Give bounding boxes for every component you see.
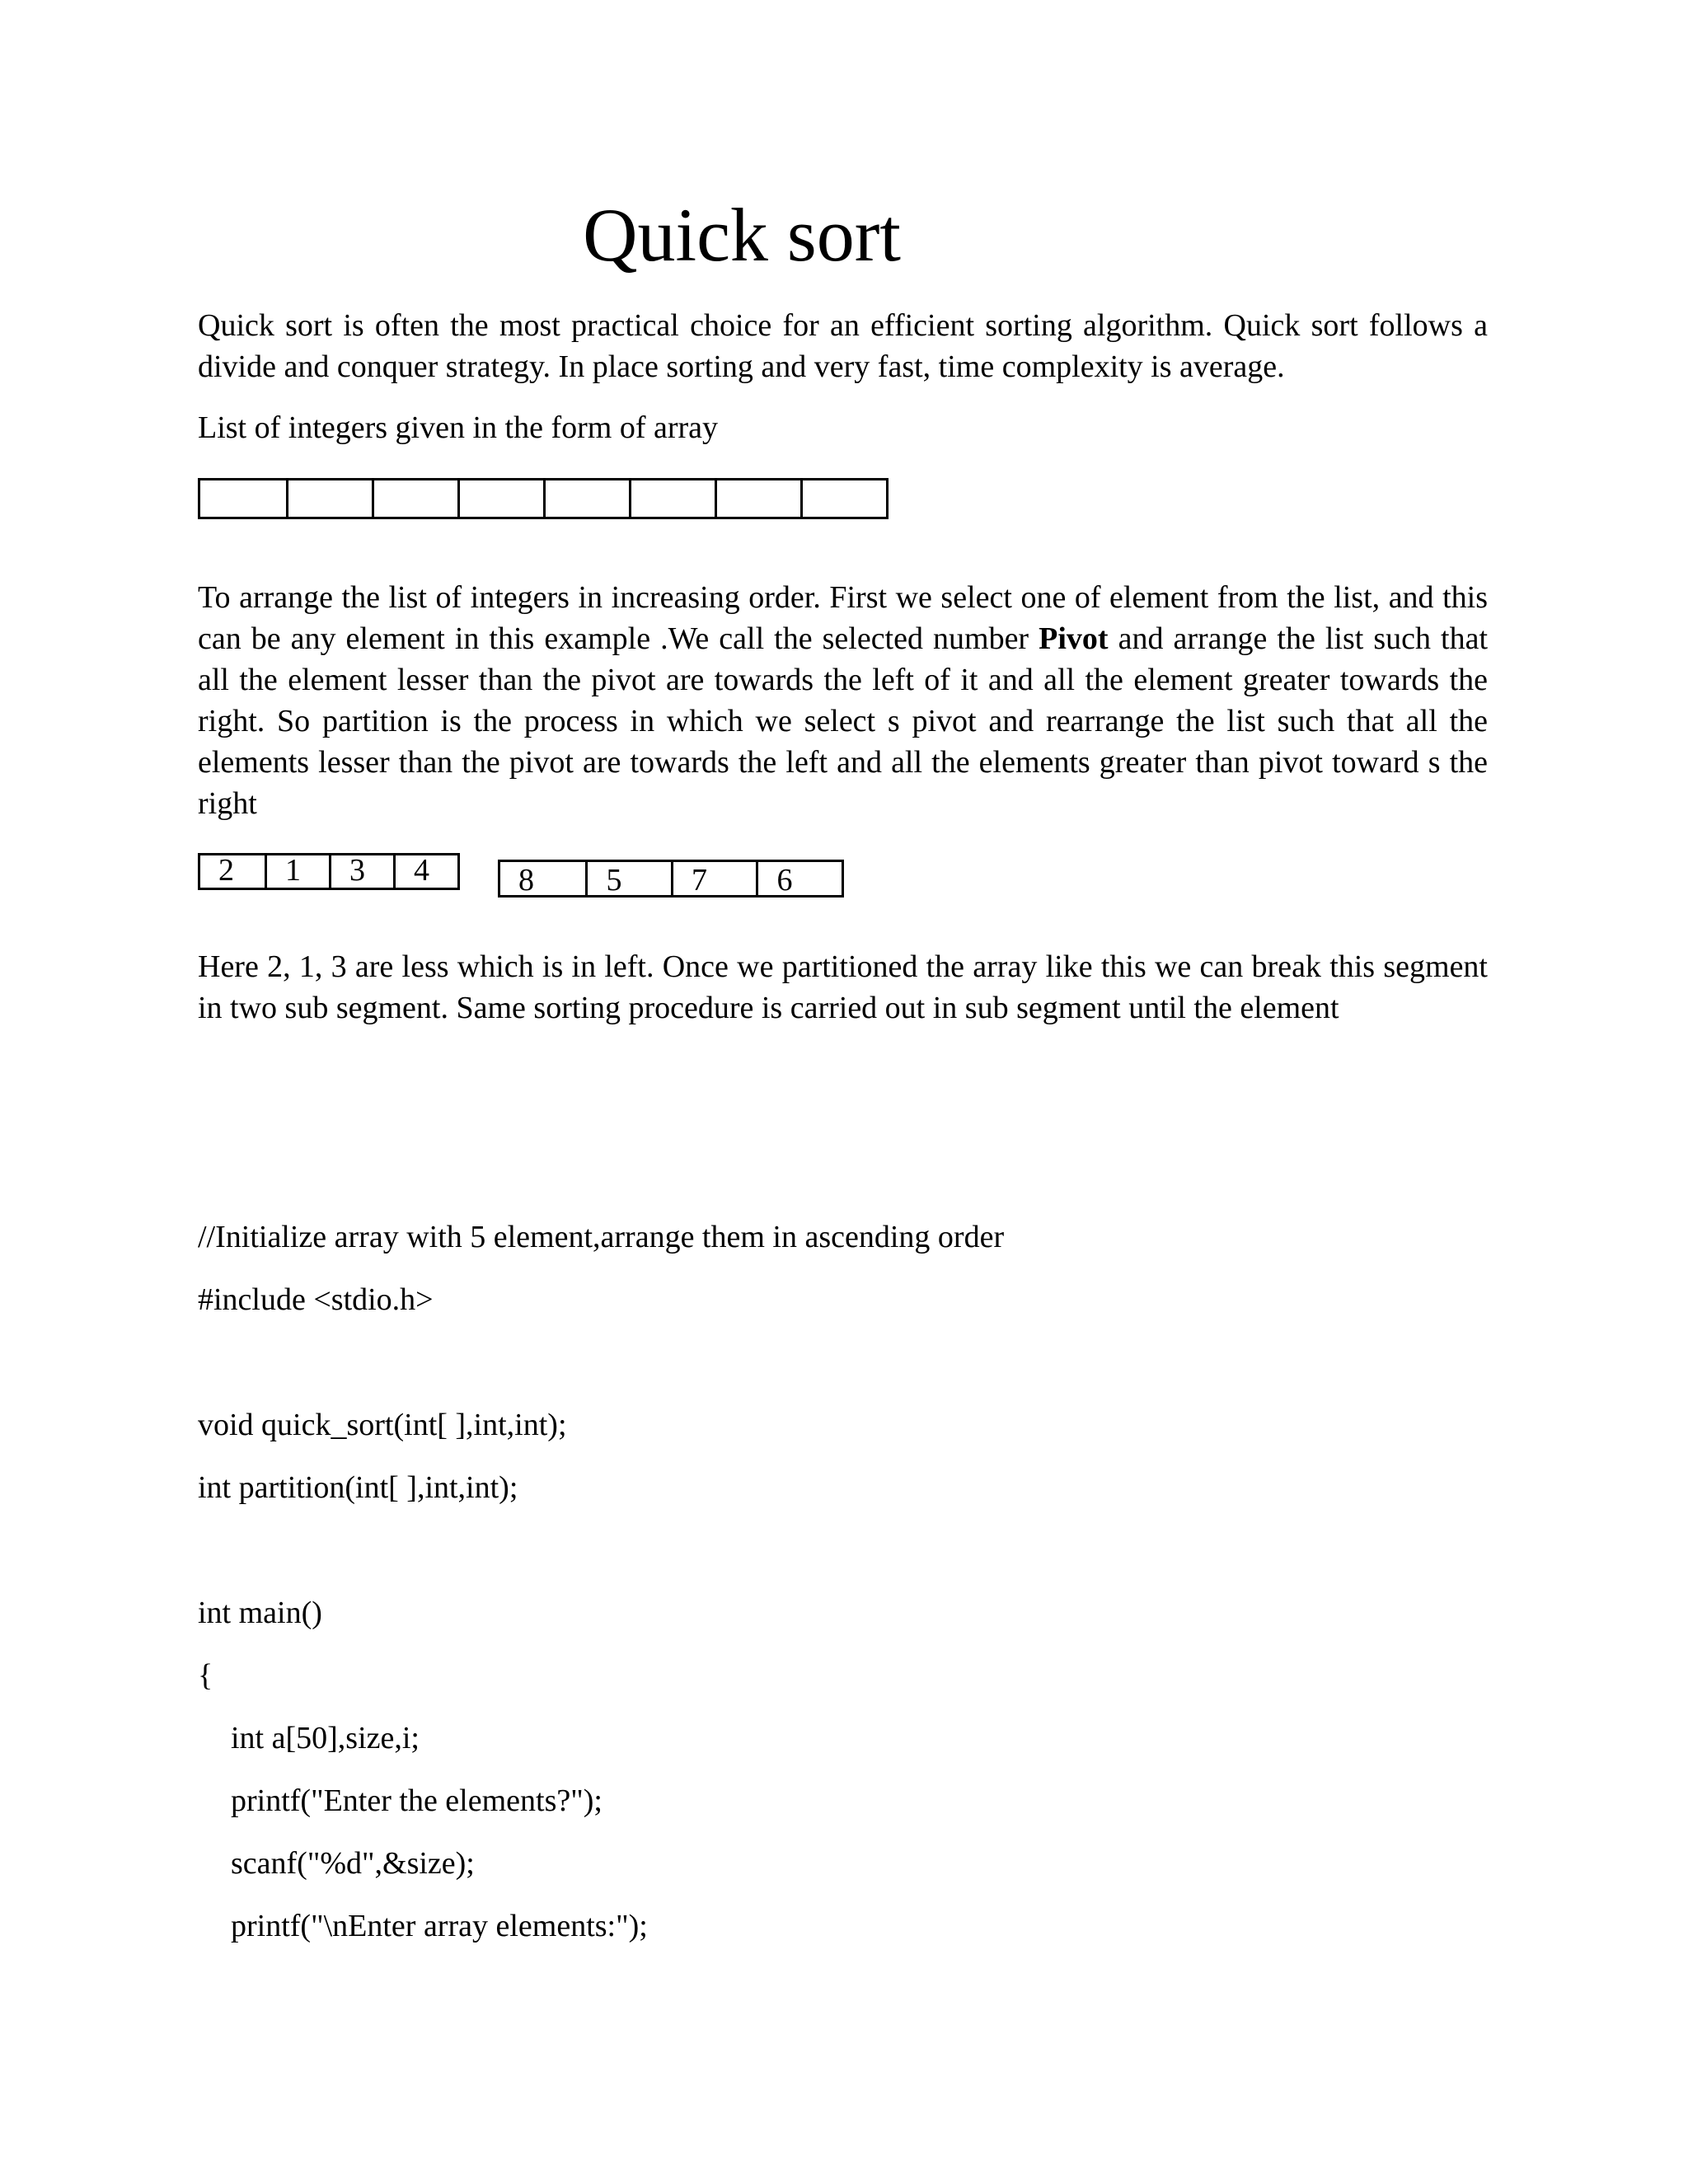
code-include: #include <stdio.h> — [198, 1282, 434, 1317]
page-title: Quick sort — [583, 193, 901, 277]
array-cell: 7 — [671, 862, 757, 895]
array-cell: 2 — [218, 853, 234, 888]
array-cell — [457, 480, 543, 517]
pivot-term: Pivot — [1039, 621, 1109, 656]
code-main-signature: int main() — [198, 1596, 322, 1630]
code-printf-elements: printf("Enter the elements?"); — [231, 1783, 603, 1818]
code-scanf-size: scanf("%d",&size); — [231, 1846, 475, 1881]
array-cell: 3 — [329, 855, 393, 888]
arrange-text-before: To arrange the list of integers in increasing order. First we select one of element from the list, and this can be any element in this example .We call the selected number — [198, 580, 1488, 656]
partition-right-array — [498, 860, 844, 898]
array-cell: 5 — [585, 862, 671, 895]
array-cell — [800, 480, 886, 517]
array-cell — [286, 480, 372, 517]
array-cell — [629, 480, 715, 517]
array-cell: 4 — [393, 855, 457, 888]
array-cell: 8 — [518, 863, 534, 898]
code-comment: //Initialize array with 5 element,arrange them in ascending order — [198, 1220, 1005, 1254]
array-cell — [543, 480, 629, 517]
array-cell — [200, 480, 286, 517]
code-printf-array: printf("\nEnter array elements:"); — [231, 1909, 648, 1943]
array-cell: 6 — [756, 862, 842, 895]
partition-left-array — [198, 853, 460, 890]
arrange-text-after: and arrange the list such that all the element lesser than the pivot are towards the left of it and all the element greater towards the right. So partition is the process in which we select s pivot and rearrange the list such that all the elements lesser than the pivot are towards the left and all the elements greater than pivot toward s the right — [198, 621, 1489, 821]
list-caption: List of integers given in the form of array — [198, 410, 719, 445]
arrange-paragraph — [198, 577, 1488, 824]
empty-array-diagram — [198, 478, 889, 519]
code-proto-partition: int partition(int[ ],int,int); — [198, 1470, 518, 1505]
code-proto-quick-sort: void quick_sort(int[ ],int,int); — [198, 1408, 567, 1442]
array-cell: 1 — [265, 855, 329, 888]
code-declaration: int a[50],size,i; — [231, 1721, 420, 1755]
array-cell — [715, 480, 800, 517]
array-cell — [372, 480, 457, 517]
intro-paragraph: Quick sort is often the most practical choice for an efficient sorting algorithm. Quick sort follows a divide and conquer strategy. In place sorting and very fast, time complexity is average. — [198, 308, 1488, 384]
partition-explanation-paragraph: Here 2, 1, 3 are less which is in left. Once we partitioned the array like this we can break this segment in two sub segment. Same sorting procedure is carried out in sub segment until the element — [198, 949, 1488, 1025]
code-brace-open: { — [198, 1658, 213, 1693]
